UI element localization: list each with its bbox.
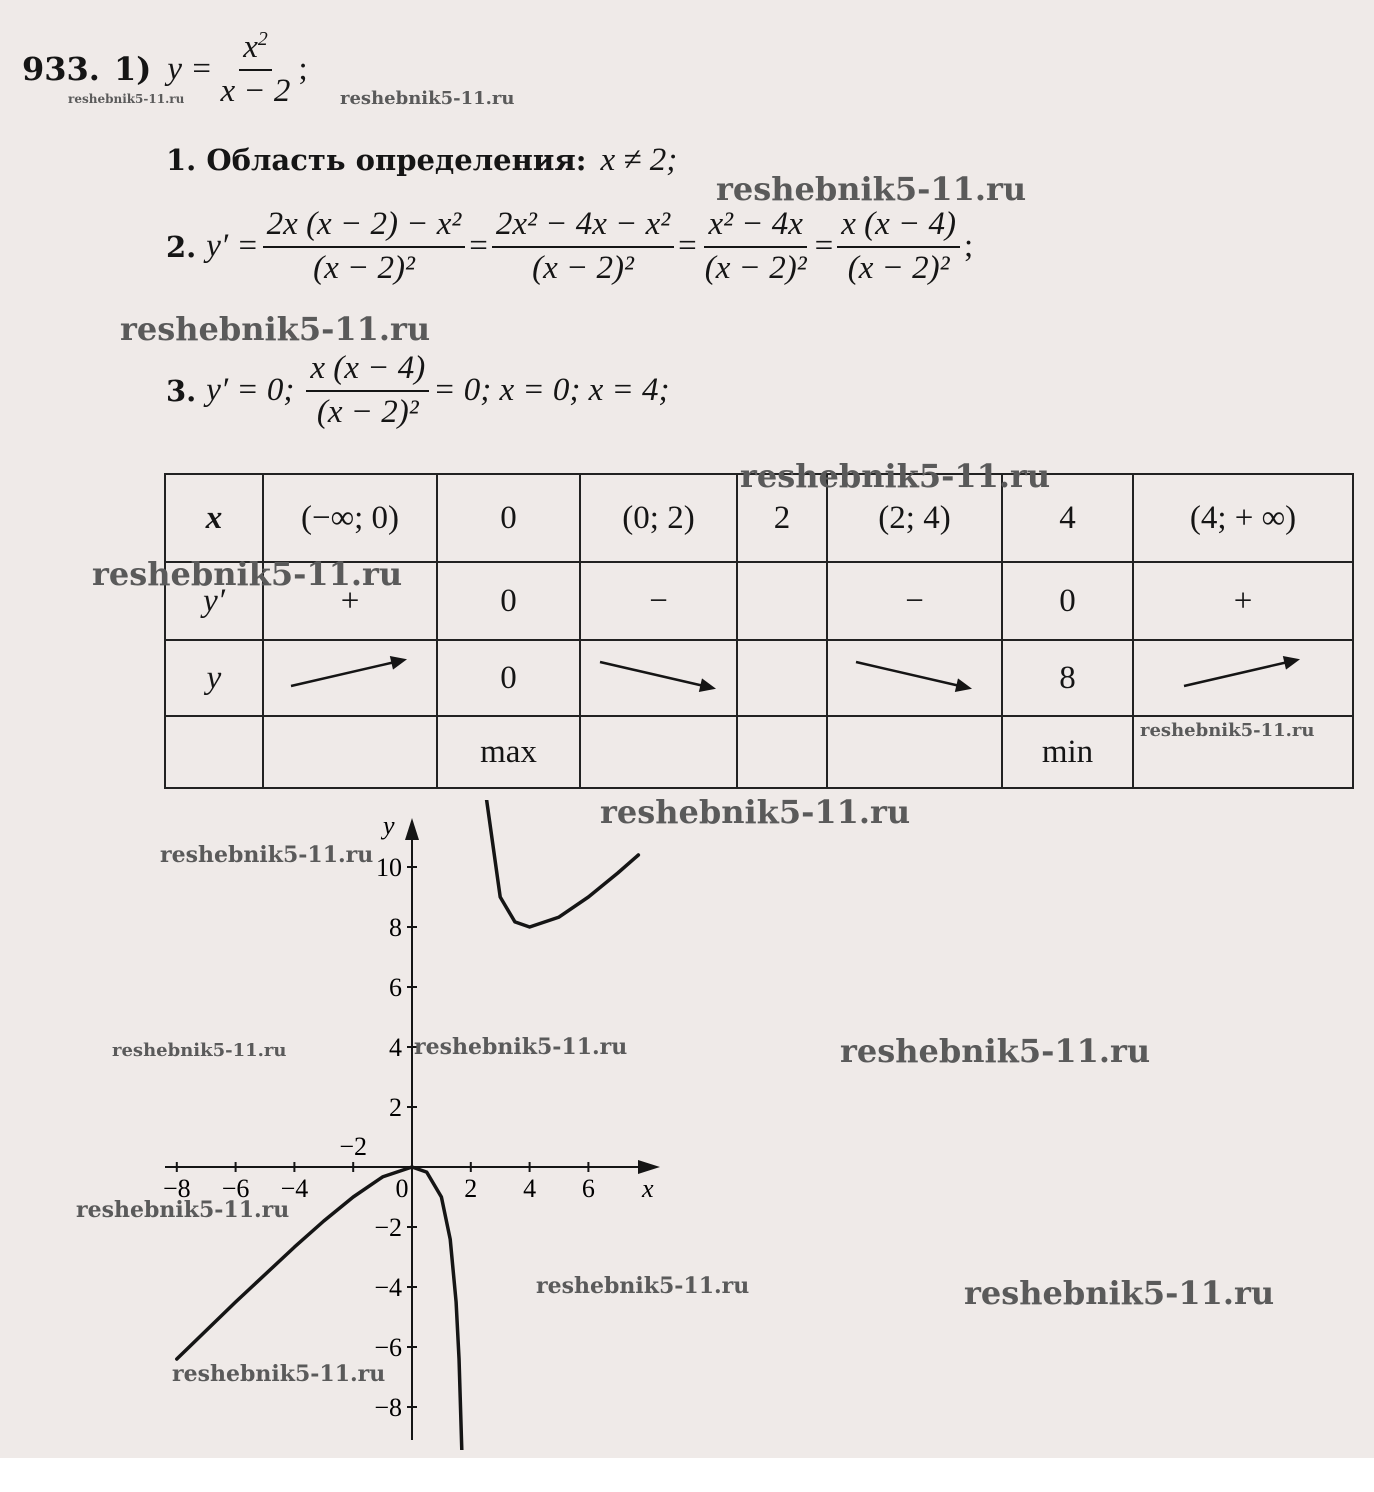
step-1-label: 1. Область определения: [166, 143, 587, 177]
x-tick-label: −8 [162, 1174, 191, 1203]
step-1 [166, 142, 677, 179]
table-cell: 0 [437, 640, 580, 716]
step-2-den-1: (x − 2)² [313, 249, 415, 286]
step-3-rhs: = 0; x = 0; x = 4; [433, 372, 670, 409]
x-tick-label: 2 [464, 1174, 478, 1203]
step-2-fraction-1 [263, 206, 466, 288]
x-tick-label: 6 [581, 1174, 595, 1203]
watermark: reshebnik5-11.ru [600, 793, 911, 831]
function-den: x − 2 [220, 72, 291, 109]
table-cell: + [1133, 562, 1353, 640]
table-cell: y′ [165, 562, 263, 640]
y-axis-label: y [383, 811, 395, 840]
table-cell: (4; + ∞) [1133, 474, 1353, 562]
step-2-num-2: 2x² − 4x − x² [492, 206, 674, 248]
y-tick-label: 8 [389, 913, 402, 942]
step-2-end: ; [964, 228, 974, 265]
function-end: ; [298, 50, 308, 87]
function-num: x [243, 29, 258, 65]
step-2-fraction-2 [492, 206, 674, 288]
step-2-eq-3: = [814, 228, 834, 265]
table-cell: 8 [1002, 640, 1133, 716]
page-bottom-margin [0, 1458, 1374, 1492]
watermark: reshebnik5-11.ru [340, 88, 515, 109]
watermark: reshebnik5-11.ru [740, 457, 1051, 495]
table-cell: 2 [737, 474, 827, 562]
watermark: reshebnik5-11.ru [414, 1034, 628, 1060]
table-cell: (−∞; 0) [263, 474, 437, 562]
step-2-den-4: (x − 2)² [847, 249, 950, 286]
sign-table [164, 473, 1354, 789]
step-3 [166, 350, 670, 432]
y-tick-label: −6 [374, 1333, 402, 1362]
step-2-eq-1: = [469, 228, 488, 265]
step-2-fraction-3 [701, 206, 811, 288]
table-row-function [165, 640, 1353, 716]
table-cell: max [437, 716, 580, 788]
x-tick-label: −6 [221, 1174, 250, 1203]
step-2-label: 2. [166, 229, 197, 264]
table-cell: + [263, 562, 437, 640]
table-cell-arrow [827, 640, 1002, 716]
table-cell-arrow [263, 640, 437, 716]
table-cell: y [165, 640, 263, 716]
step-2-lhs: y′ = [206, 228, 259, 265]
watermark: reshebnik5-11.ru [120, 310, 431, 348]
y-tick-label: 2 [389, 1093, 402, 1122]
arrow-down-icon [594, 654, 724, 694]
table-cell: 0 [437, 474, 580, 562]
function-exp: 2 [257, 28, 268, 50]
arrow-up-icon [285, 654, 415, 694]
watermark: reshebnik5-11.ru [68, 92, 185, 106]
watermark: reshebnik5-11.ru [1140, 720, 1315, 741]
function-lhs: y = [167, 50, 213, 87]
step-3-label: 3. [166, 373, 197, 408]
watermark: reshebnik5-11.ru [964, 1274, 1275, 1312]
watermark: reshebnik5-11.ru [536, 1273, 750, 1299]
x-tick-label: −4 [280, 1174, 309, 1203]
watermark: reshebnik5-11.ru [840, 1032, 1151, 1070]
table-cell [263, 716, 437, 788]
table-cell: (2; 4) [827, 474, 1002, 562]
step-2-den-2: (x − 2)² [532, 249, 634, 286]
watermark: reshebnik5-11.ru [76, 1197, 290, 1223]
x-axis-label: x [642, 1174, 654, 1203]
table-cell: x [165, 474, 263, 562]
watermark: reshebnik5-11.ru [716, 170, 1027, 208]
y-tick-label: −8 [374, 1393, 402, 1422]
table-cell [737, 716, 827, 788]
table-cell [737, 640, 827, 716]
table-cell: (0; 2) [580, 474, 737, 562]
watermark: reshebnik5-11.ru [112, 1040, 287, 1061]
table-cell: − [827, 562, 1002, 640]
step-2-eq-2: = [678, 228, 697, 265]
table-cell [827, 716, 1002, 788]
table-cell: min [1002, 716, 1133, 788]
y-tick-label: 10 [376, 853, 402, 882]
y-tick-label: 6 [389, 973, 402, 1002]
step-2 [166, 206, 973, 288]
problem-number: 933. [22, 50, 100, 89]
step-2-num-3: x² − 4x [704, 206, 806, 248]
step-2-num-1: 2x (x − 2) − x² [263, 206, 466, 248]
table-cell [165, 716, 263, 788]
step-3-lhs: y′ = 0; [206, 372, 295, 409]
step-3-fraction [306, 350, 429, 432]
x-tick-label: −2 [339, 1132, 368, 1161]
watermark: reshebnik5-11.ru [160, 842, 374, 868]
watermark: reshebnik5-11.ru [172, 1361, 386, 1387]
watermark: reshebnik5-11.ru [92, 555, 403, 593]
step-2-num-4: x (x − 4) [837, 206, 960, 248]
table-cell: 4 [1002, 474, 1133, 562]
function-graph [0, 800, 720, 1450]
table-cell: 0 [1002, 562, 1133, 640]
problem-part: 1) [113, 50, 152, 89]
x-tick-label: 0 [395, 1174, 409, 1203]
table-cell-arrow [580, 640, 737, 716]
table-cell: − [580, 562, 737, 640]
table-cell [580, 716, 737, 788]
table-cell [737, 562, 827, 640]
y-axis-arrow-icon [405, 818, 419, 840]
x-axis-arrow-icon [638, 1160, 660, 1174]
step-2-den-3: (x − 2)² [704, 249, 807, 286]
table-cell: 0 [437, 562, 580, 640]
y-tick-label: 4 [389, 1033, 402, 1062]
y-tick-label: −4 [374, 1273, 402, 1302]
function-fraction [217, 28, 295, 111]
step-3-den: (x − 2)² [316, 393, 419, 430]
step-3-num: x (x − 4) [306, 350, 429, 392]
arrow-down-icon [850, 654, 980, 694]
step-2-fraction-4 [837, 206, 960, 288]
step-1-math: x ≠ 2; [600, 142, 678, 178]
table-cell-arrow [1133, 640, 1353, 716]
arrow-up-icon [1178, 654, 1308, 694]
y-tick-label: −2 [374, 1213, 402, 1242]
x-tick-label: 4 [523, 1174, 537, 1203]
